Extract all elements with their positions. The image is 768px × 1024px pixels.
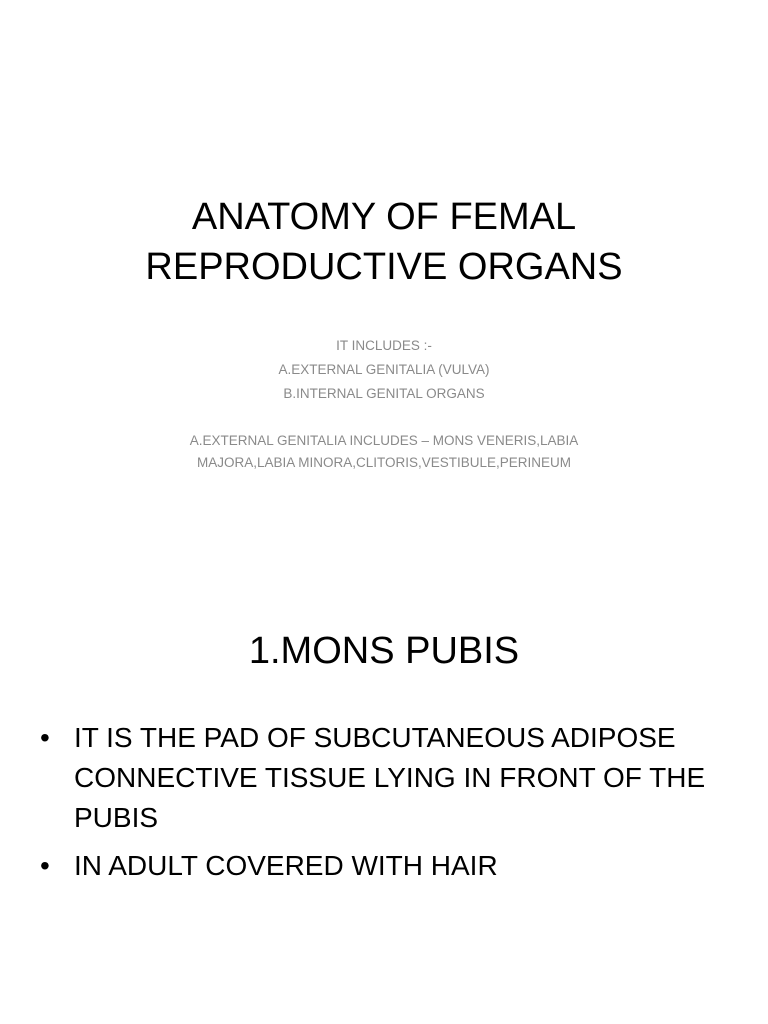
subtitle-line-includes: IT INCLUDES :- (336, 338, 432, 353)
slide-1-title (0, 192, 768, 292)
slide-1-subtitle (150, 334, 618, 474)
bullet-list (40, 718, 720, 894)
slide-2 (0, 560, 768, 1024)
subtitle-line-internal: B.INTERNAL GENITAL ORGANS (283, 386, 485, 401)
subtitle-spacer (150, 406, 618, 430)
slide-1-title-line-1: ANATOMY OF FEMAL (191, 196, 577, 238)
bullet-item (40, 718, 720, 838)
subtitle-line-external: A.EXTERNAL GENITALIA (VULVA) (278, 362, 490, 377)
bullet-text: IT IS THE PAD OF SUBCUTANEOUS ADIPOSE CONNECTIVE TISSUE LYING IN FRONT OF THE PUBIS (74, 722, 706, 833)
subtitle-external-genitalia-list: A.EXTERNAL GENITALIA INCLUDES – MONS VENERIS,LABIA MAJORA,LABIA MINORA,CLITORIS,VESTIBULE,PERINEUM (189, 433, 579, 470)
bullet-item (40, 846, 720, 886)
bullet-dot-icon: • (40, 850, 50, 881)
slide-1-title-line-2: REPRODUCTIVE ORGANS (145, 246, 623, 288)
bullet-dot-icon: • (40, 722, 50, 753)
slide-2-title: 1.MONS PUBIS (248, 630, 520, 672)
bullet-text: IN ADULT COVERED WITH HAIR (74, 850, 498, 881)
